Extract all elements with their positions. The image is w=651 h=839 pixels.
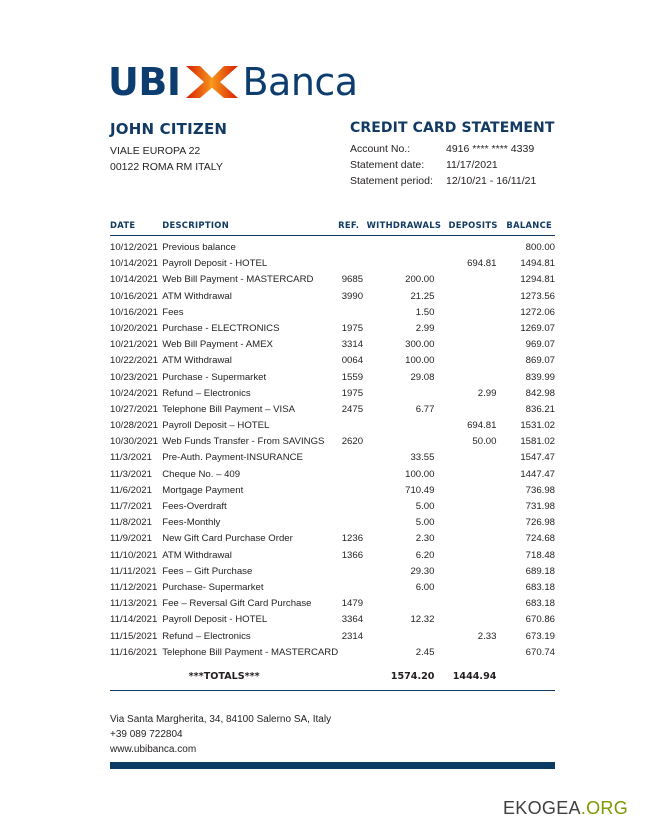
- footer-website: www.ubibanca.com: [110, 744, 197, 755]
- statement-title: CREDIT CARD STATEMENT: [350, 120, 555, 136]
- column-header-balance: BALANCE: [506, 220, 553, 230]
- cell-description: Telephone Bill Payment - MASTERCARD: [162, 646, 339, 658]
- cell-withdrawals: [367, 434, 449, 450]
- cell-withdrawals: 6.77: [415, 403, 435, 415]
- cell-date: 11/13/2021: [110, 598, 158, 610]
- cell-withdrawals: 5.00: [415, 501, 435, 512]
- cell-date: 11/11/2021: [110, 565, 157, 577]
- statement-date-label: Statement date:: [350, 159, 425, 171]
- cell-date: 11/10/2021: [110, 549, 158, 561]
- cell-balance: 1294.81: [520, 274, 555, 286]
- cell-ref: [338, 236, 366, 256]
- cell-deposits: 694.81: [467, 420, 497, 432]
- cell-deposits: [448, 531, 506, 547]
- cell-description: Telephone Bill Payment – VISA: [162, 403, 295, 415]
- cell-description: Fees: [162, 306, 184, 318]
- cell-description: Pre-Auth. Payment-INSURANCE: [162, 452, 303, 464]
- cell-balance: 673.19: [525, 630, 555, 642]
- totals-ref-blank: [338, 660, 366, 690]
- x-ribbon-icon: [184, 62, 240, 102]
- table-row: [110, 320, 555, 336]
- table-row: [110, 434, 555, 450]
- cell-ref: [338, 498, 366, 514]
- table-row: [110, 288, 555, 304]
- cell-date: 10/23/2021: [110, 371, 159, 383]
- cell-description: Payroll Deposit - HOTEL: [162, 258, 268, 270]
- table-row: [110, 353, 555, 369]
- cell-withdrawals: 6.20: [415, 549, 435, 561]
- cell-withdrawals: [367, 385, 449, 401]
- cell-deposits: 694.81: [467, 258, 497, 270]
- cell-description: Previous balance: [162, 242, 236, 253]
- account-number-value: 4916 **** **** 4339: [446, 143, 535, 155]
- cell-date: 10/14/2021: [110, 258, 159, 270]
- cell-balance: 1272.06: [520, 306, 555, 318]
- table-row: [110, 482, 555, 498]
- cell-deposits: [448, 596, 506, 612]
- cell-description: Purchase- Supermarket: [162, 581, 264, 593]
- cell-deposits: [448, 450, 506, 466]
- cell-balance: 689.18: [525, 565, 555, 577]
- table-row: [110, 515, 555, 531]
- watermark-tld: .ORG: [580, 798, 629, 818]
- cell-date: 10/28/2021: [110, 420, 159, 432]
- cell-balance: 1547.47: [520, 452, 555, 464]
- cell-date: 10/14/2021: [110, 274, 159, 286]
- cell-ref: [338, 515, 366, 531]
- table-row: [110, 236, 555, 256]
- cell-ref: 1366: [341, 549, 364, 561]
- cell-balance: 731.98: [525, 501, 555, 512]
- cell-date: 11/6/2021: [110, 484, 152, 496]
- cell-balance: 683.18: [525, 598, 555, 610]
- cell-balance: 670.86: [525, 614, 555, 626]
- cell-deposits: [448, 644, 506, 660]
- cell-deposits: [448, 466, 506, 482]
- cell-withdrawals: 1.50: [415, 306, 435, 318]
- cell-balance: 1447.47: [520, 468, 555, 480]
- cell-withdrawals: 29.08: [410, 371, 435, 383]
- footer-block: [110, 712, 555, 769]
- statement-meta-block: [350, 120, 560, 189]
- cell-date: 10/16/2021: [110, 290, 159, 302]
- cell-description: Purchase - Supermarket: [162, 371, 267, 383]
- cell-description: Payroll Deposit - HOTEL: [162, 614, 268, 626]
- cell-description: Fee – Reversal Gift Card Purchase: [162, 598, 312, 610]
- column-header-date: DATE: [110, 220, 136, 230]
- cell-withdrawals: 100.00: [405, 355, 435, 367]
- cell-deposits: 50.00: [472, 436, 497, 448]
- cell-description: Cheque No. – 409: [162, 468, 241, 480]
- cell-date: 10/27/2021: [110, 403, 159, 415]
- cell-ref: 3314: [341, 339, 364, 351]
- table-row: [110, 304, 555, 320]
- cell-ref: 3364: [341, 614, 364, 626]
- column-header-description: DESCRIPTION: [162, 220, 230, 230]
- cell-date: 10/24/2021: [110, 387, 159, 399]
- column-header-deposits: DEPOSITS: [448, 220, 498, 230]
- cell-ref: [338, 579, 366, 595]
- statement-date-value: 11/17/2021: [446, 159, 498, 171]
- cell-withdrawals: 300.00: [405, 339, 435, 351]
- column-header-ref: REF.: [338, 220, 360, 230]
- cell-ref: 0064: [341, 355, 364, 367]
- table-row: [110, 466, 555, 482]
- cell-deposits: [448, 304, 506, 320]
- totals-balance-blank: [506, 660, 555, 690]
- cell-balance: 724.68: [525, 533, 555, 545]
- cell-ref: 1559: [341, 371, 364, 383]
- cell-date: 11/3/2021: [110, 452, 152, 464]
- table-row: [110, 644, 555, 660]
- customer-name: JOHN CITIZEN: [110, 120, 228, 138]
- table-row: [110, 401, 555, 417]
- table-row: [110, 369, 555, 385]
- cell-ref: 2475: [341, 403, 364, 415]
- cell-deposits: [448, 288, 506, 304]
- account-number-row: [350, 141, 560, 157]
- cell-balance: 969.07: [525, 339, 555, 351]
- cell-ref: 3990: [341, 290, 364, 302]
- table-row: [110, 596, 555, 612]
- cell-balance: 800.00: [525, 242, 555, 253]
- cell-deposits: [448, 401, 506, 417]
- transactions-table: [110, 220, 555, 690]
- cell-balance: 726.98: [525, 517, 555, 529]
- cell-description: Web Bill Payment - MASTERCARD: [162, 274, 314, 286]
- table-row: [110, 256, 555, 272]
- cell-withdrawals: [367, 628, 449, 644]
- cell-ref: 2314: [341, 630, 364, 642]
- cell-withdrawals: 2.30: [415, 533, 435, 545]
- cell-deposits: 2.33: [477, 630, 497, 642]
- cell-withdrawals: 12.32: [410, 614, 435, 626]
- logo-text-ubi: UBI: [108, 60, 181, 104]
- cell-balance: 683.18: [525, 581, 555, 593]
- cell-ref: [338, 256, 366, 272]
- cell-date: 10/21/2021: [110, 339, 159, 351]
- cell-date: 11/3/2021: [110, 468, 152, 480]
- table-row: [110, 612, 555, 628]
- table-row: [110, 531, 555, 547]
- cell-withdrawals: [367, 417, 449, 433]
- table-header-row: [110, 220, 555, 236]
- cell-deposits: [448, 547, 506, 563]
- table-row: [110, 563, 555, 579]
- cell-description: Refund – Electronics: [162, 630, 251, 642]
- totals-deposits: 1444.94: [452, 671, 497, 683]
- customer-block: [110, 120, 340, 175]
- cell-balance: 670.74: [525, 646, 555, 658]
- cell-withdrawals: [367, 256, 449, 272]
- table-totals-row: [110, 660, 555, 690]
- cell-date: 10/30/2021: [110, 436, 159, 448]
- cell-deposits: [448, 498, 506, 514]
- cell-withdrawals: 33.55: [410, 452, 435, 464]
- cell-balance: 839.99: [525, 371, 555, 383]
- cell-balance: 1273.56: [520, 290, 555, 302]
- cell-ref: 1975: [341, 387, 364, 399]
- cell-deposits: [448, 515, 506, 531]
- cell-ref: 9685: [341, 274, 364, 286]
- totals-spacer: [110, 660, 162, 690]
- cell-date: 10/12/2021: [110, 242, 159, 253]
- cell-description: Mortgage Payment: [162, 484, 244, 496]
- cell-ref: 2620: [341, 436, 364, 448]
- cell-deposits: [448, 579, 506, 595]
- cell-date: 11/8/2021: [110, 517, 152, 529]
- cell-date: 10/20/2021: [110, 322, 159, 334]
- cell-balance: 718.48: [525, 549, 555, 561]
- table-row: [110, 628, 555, 644]
- cell-withdrawals: 2.45: [415, 646, 435, 658]
- cell-description: New Gift Card Purchase Order: [162, 533, 293, 545]
- table-header: [110, 220, 555, 236]
- cell-ref: [338, 450, 366, 466]
- cell-withdrawals: 5.00: [415, 517, 435, 529]
- cell-description: Web Funds Transfer - From SAVINGS: [162, 436, 325, 448]
- cell-description: Web Bill Payment - AMEX: [162, 339, 273, 351]
- cell-ref: 1236: [341, 533, 364, 545]
- cell-deposits: 2.99: [477, 387, 497, 399]
- cell-withdrawals: 2.99: [415, 322, 435, 334]
- cell-ref: [338, 644, 366, 660]
- cell-date: 11/12/2021: [110, 581, 158, 593]
- footer-rule-bar: [110, 762, 555, 769]
- cell-description: ATM Withdrawal: [162, 355, 232, 367]
- transactions-table-wrapper: [110, 220, 555, 691]
- cell-date: 11/7/2021: [110, 501, 152, 512]
- cell-deposits: [448, 482, 506, 498]
- cell-withdrawals: [367, 236, 449, 256]
- cell-balance: 869.07: [525, 355, 555, 367]
- cell-balance: 1581.02: [520, 436, 555, 448]
- cell-description: ATM Withdrawal: [162, 549, 232, 561]
- cell-date: 10/16/2021: [110, 306, 159, 318]
- cell-date: 10/22/2021: [110, 355, 159, 367]
- statement-period-label: Statement period:: [350, 175, 433, 187]
- cell-ref: [338, 482, 366, 498]
- cell-date: 11/9/2021: [110, 533, 152, 545]
- cell-description: Fees-Monthly: [162, 517, 221, 529]
- cell-deposits: [448, 320, 506, 336]
- cell-description: Payroll Deposit – HOTEL: [162, 420, 270, 432]
- table-body: [110, 236, 555, 691]
- cell-withdrawals: [367, 596, 449, 612]
- customer-address-line-2: 00122 ROMA RM ITALY: [110, 161, 223, 173]
- cell-date: 11/14/2021: [110, 614, 158, 626]
- cell-withdrawals: 6.00: [415, 581, 435, 593]
- cell-ref: 1479: [341, 598, 364, 610]
- table-row: [110, 385, 555, 401]
- cell-balance: 736.98: [525, 484, 555, 496]
- account-number-label: Account No.:: [350, 143, 411, 155]
- cell-ref: [338, 304, 366, 320]
- footer-phone: +39 089 722804: [110, 729, 183, 740]
- statement-period-value: 12/10/21 - 16/11/21: [446, 175, 537, 187]
- cell-date: 11/15/2021: [110, 630, 158, 642]
- cell-balance: 836.21: [525, 403, 555, 415]
- table-row: [110, 272, 555, 288]
- totals-withdrawals: 1574.20: [390, 671, 435, 683]
- footer-address: Via Santa Margherita, 34, 84100 Salerno SA, Italy: [110, 714, 332, 725]
- cell-description: Purchase - ELECTRONICS: [162, 322, 280, 334]
- cell-deposits: [448, 563, 506, 579]
- cell-deposits: [448, 236, 506, 256]
- cell-balance: 842.98: [525, 387, 555, 399]
- table-row: [110, 579, 555, 595]
- table-row: [110, 337, 555, 353]
- statement-period-row: [350, 173, 560, 189]
- statement-date-row: [350, 157, 560, 173]
- table-bottom-rule: [110, 690, 555, 691]
- cell-balance: 1269.07: [520, 322, 555, 334]
- cell-withdrawals: 200.00: [405, 274, 435, 286]
- cell-deposits: [448, 369, 506, 385]
- table-row: [110, 417, 555, 433]
- logo-text-banca: Banca: [242, 60, 358, 104]
- ubi-banca-logo: [108, 58, 358, 106]
- cell-ref: [338, 563, 366, 579]
- cell-withdrawals: 710.49: [405, 484, 435, 496]
- table-row: [110, 498, 555, 514]
- cell-description: ATM Withdrawal: [162, 290, 232, 302]
- table-row: [110, 547, 555, 563]
- cell-ref: 1975: [341, 322, 364, 334]
- cell-balance: 1531.02: [520, 420, 555, 432]
- cell-description: Refund – Electronics: [162, 387, 251, 399]
- cell-ref: [338, 417, 366, 433]
- cell-description: Fees-Overdraft: [162, 501, 227, 512]
- cell-withdrawals: 21.25: [410, 290, 435, 302]
- cell-deposits: [448, 353, 506, 369]
- cell-date: 11/16/2021: [110, 646, 158, 658]
- customer-address-line-1: VIALE EUROPA 22: [110, 145, 201, 157]
- column-header-withdrawals: WITHDRAWALS: [366, 220, 442, 230]
- totals-label: ***TOTALS***: [188, 671, 260, 683]
- cell-withdrawals: 29.30: [410, 565, 435, 577]
- cell-withdrawals: 100.00: [405, 468, 435, 480]
- cell-deposits: [448, 272, 506, 288]
- table-row: [110, 450, 555, 466]
- cell-description: Fees – Gift Purchase: [162, 565, 253, 577]
- cell-deposits: [448, 612, 506, 628]
- cell-balance: 1494.81: [520, 258, 555, 270]
- watermark-name: EKOGEA: [503, 798, 581, 818]
- cell-deposits: [448, 337, 506, 353]
- watermark: [503, 798, 628, 819]
- cell-ref: [338, 466, 366, 482]
